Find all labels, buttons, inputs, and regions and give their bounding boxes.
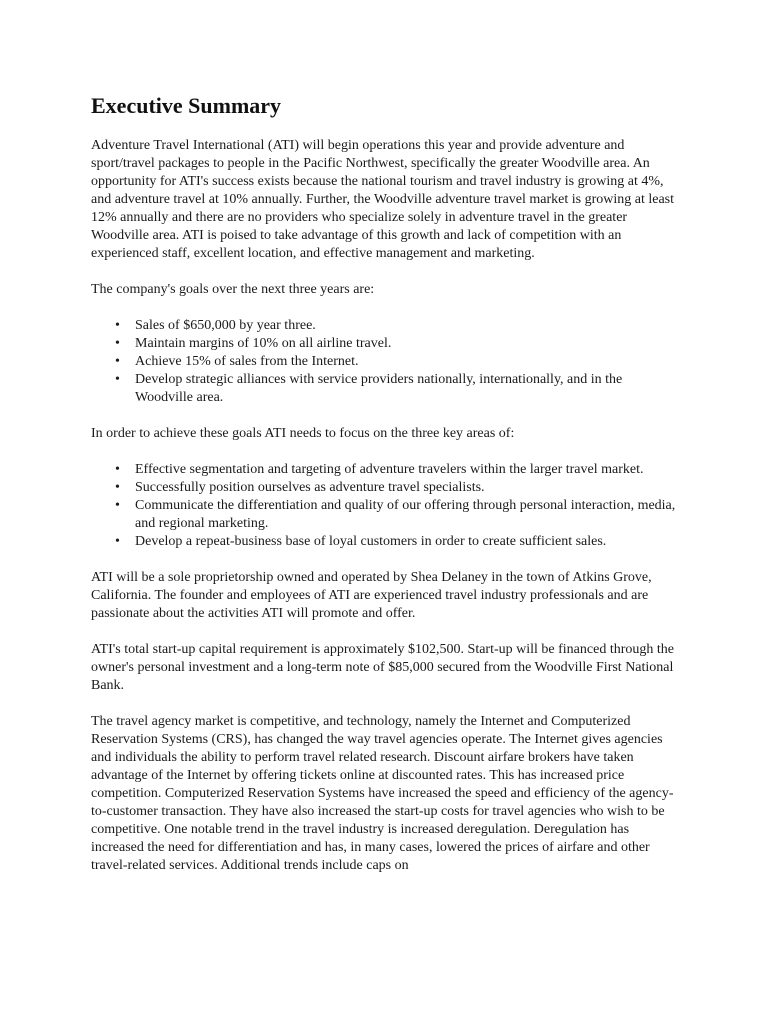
list-item: • Successfully position ourselves as adventure travel specialists. [135, 479, 681, 497]
list-item: • Maintain margins of 10% on all airline travel. [135, 335, 681, 353]
document-page [91, 93, 681, 893]
list-item: • Communicate the differentiation and quality of our offering through personal interaction, media, and regional marketing. [135, 497, 681, 533]
list-item: • Achieve 15% of sales from the Internet. [135, 353, 681, 371]
focus-areas-list [91, 461, 681, 551]
focus-intro-paragraph: In order to achieve these goals ATI needs to focus on the three key areas of: [91, 426, 515, 441]
goals-list [91, 317, 681, 407]
list-item: • Effective segmentation and targeting of adventure travelers within the larger travel market. [135, 461, 681, 479]
list-item: • Develop strategic alliances with service providers nationally, internationally, and in the Woodville area. [135, 371, 681, 407]
list-item: • Develop a repeat-business base of loyal customers in order to create sufficient sales. [135, 533, 681, 551]
list-item: • Sales of $650,000 by year three. [135, 317, 681, 335]
market-paragraph: The travel agency market is competitive, and technology, namely the Internet and Computerized Reservation Systems (CRS), has changed the way travel agencies operate. The Internet gives agencies and individuals the ability to perform travel related research. Discount airfare brokers have taken advantage of the Internet by offering tickets online at discounted rates. This has increased price competition. Computerized Reservation Systems have increased the speed and efficiency of the agency-to-customer transaction. They have also increased the start-up costs for travel agencies who wish to be competitive. One notable trend in the travel industry is increased deregulation. Deregulation has increased the need for differentiation and has, in many cases, lowered the prices of airfare and other travel-related services. Additional trends include caps on [91, 714, 674, 873]
page-title: Executive Summary [91, 93, 282, 118]
goals-intro-paragraph: The company's goals over the next three years are: [91, 282, 375, 297]
ownership-paragraph: ATI will be a sole proprietorship owned and operated by Shea Delaney in the town of Atkins Grove, California. The founder and employees of ATI are experienced travel industry professionals and are passionate about the activities ATI will promote and offer. [91, 570, 652, 621]
intro-paragraph: Adventure Travel International (ATI) will begin operations this year and provide adventure and sport/travel packages to people in the Pacific Northwest, specifically the greater Woodville area. An opportunity for ATI's success exists because the national tourism and travel industry is growing at 4%, and adventure travel at 10% annually. Further, the Woodville adventure travel market is growing at least 12% annually and there are no providers who specialize solely in adventure travel in the greater Woodville area. ATI is poised to take advantage of this growth and lack of competition with an experienced staff, excellent location, and effective management and marketing. [91, 138, 675, 261]
capital-paragraph: ATI's total start-up capital requirement is approximately $102,500. Start-up will be financed through the owner's personal investment and a long-term note of $85,000 secured from the Woodville First National Bank. [91, 642, 674, 693]
